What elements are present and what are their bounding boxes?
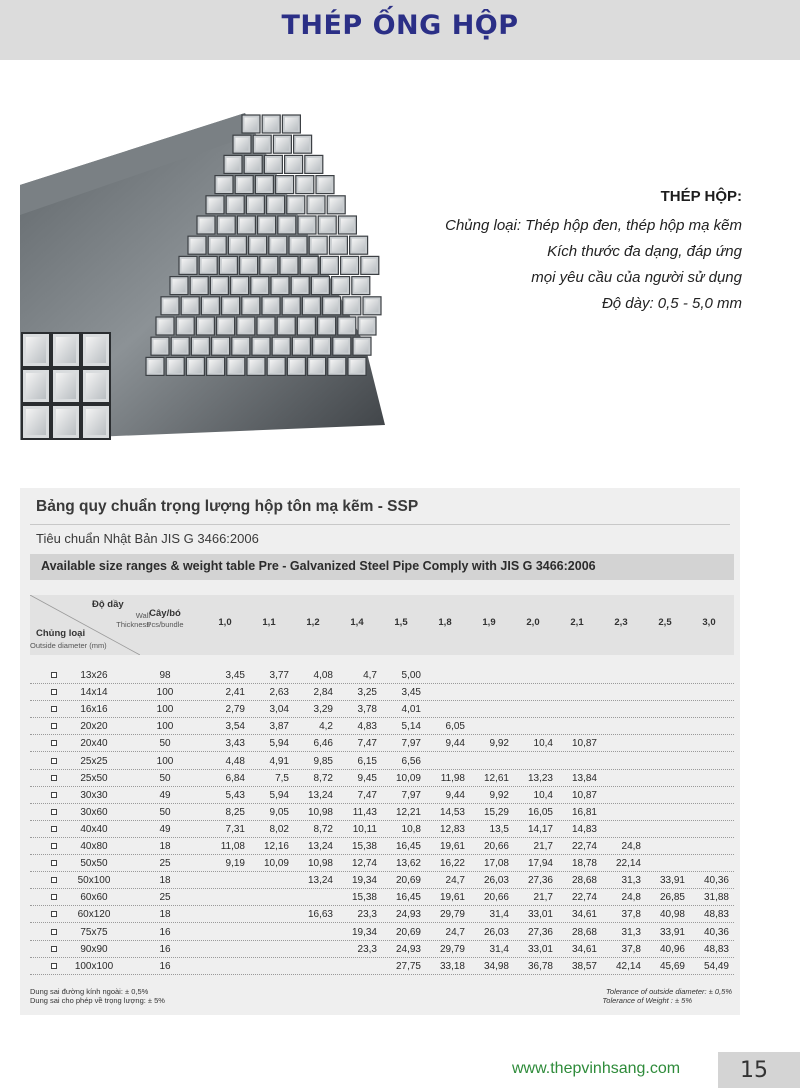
weight-cell: 5,00 bbox=[401, 670, 421, 681]
weight-cell: 10,09 bbox=[263, 858, 289, 870]
weight-cell: 10,87 bbox=[571, 789, 597, 801]
table-row bbox=[30, 855, 734, 872]
weight-cell: 23,3 bbox=[357, 943, 377, 955]
row-marker-icon bbox=[51, 826, 57, 832]
weight-cell: 31,4 bbox=[489, 943, 509, 955]
weight-cell: 40,98 bbox=[659, 909, 685, 921]
table-row bbox=[30, 889, 734, 906]
weight-cell: 6,15 bbox=[357, 755, 377, 767]
header-pcs-vn: Cây/bó bbox=[149, 608, 181, 619]
weight-cell: 7,5 bbox=[275, 772, 289, 784]
weight-cell: 2,41 bbox=[225, 687, 245, 699]
size-cell: 50x50 bbox=[80, 858, 108, 870]
table-row bbox=[30, 958, 734, 975]
weight-cell: 42,14 bbox=[615, 960, 641, 972]
weight-cell: 13,5 bbox=[489, 823, 509, 835]
weight-cell: 6,84 bbox=[225, 772, 245, 784]
pcs-cell: 100 bbox=[156, 687, 174, 699]
size-cell: 50x100 bbox=[77, 875, 111, 887]
row-marker-icon bbox=[51, 963, 57, 969]
header-thickness-vn: Độ dầy bbox=[92, 599, 124, 610]
table-banner bbox=[30, 554, 734, 580]
weight-cell: 3,45 bbox=[401, 687, 421, 699]
tolerance-diameter-vn: Dung sai đường kính ngoài: ± 0,5% bbox=[30, 987, 149, 996]
weight-cell: 34,61 bbox=[571, 943, 597, 955]
weight-cell: 16,22 bbox=[439, 858, 465, 870]
table-row bbox=[30, 838, 734, 855]
pcs-cell: 98 bbox=[159, 670, 171, 681]
table-row bbox=[30, 770, 734, 787]
tolerance-weight-vn: Dung sai cho phép về trọng lượng: ± 5% bbox=[30, 996, 165, 1005]
size-cell: 14x14 bbox=[80, 687, 108, 699]
weight-cell: 33,91 bbox=[659, 875, 685, 887]
weight-cell: 24,93 bbox=[395, 909, 421, 921]
weight-cell: 31,3 bbox=[621, 926, 641, 938]
weight-cell: 38,57 bbox=[571, 960, 597, 972]
size-cell: 30x60 bbox=[80, 806, 108, 818]
weight-cell: 20,66 bbox=[483, 892, 509, 904]
weight-cell: 29,79 bbox=[439, 909, 465, 921]
divider bbox=[30, 524, 730, 525]
weight-cell: 6,46 bbox=[313, 738, 333, 750]
weight-cell: 15,29 bbox=[483, 806, 509, 818]
pcs-cell: 18 bbox=[159, 875, 171, 887]
weight-cell: 13,23 bbox=[527, 772, 553, 784]
pcs-cell: 18 bbox=[159, 909, 171, 921]
weight-cell: 3,04 bbox=[269, 704, 289, 716]
pcs-cell: 50 bbox=[159, 772, 171, 784]
weight-cell: 27,36 bbox=[527, 875, 553, 887]
weight-cell: 3,29 bbox=[313, 704, 333, 716]
weight-cell: 40,36 bbox=[703, 875, 729, 887]
weight-cell: 10,11 bbox=[352, 823, 377, 835]
weight-cell: 26,03 bbox=[483, 875, 509, 887]
row-marker-icon bbox=[51, 946, 57, 952]
pcs-cell: 25 bbox=[159, 892, 171, 904]
weight-cell: 34,98 bbox=[483, 960, 509, 972]
pcs-cell: 16 bbox=[159, 943, 171, 955]
weight-cell: 11,43 bbox=[352, 806, 377, 818]
pcs-cell: 25 bbox=[159, 858, 171, 870]
weight-cell: 7,97 bbox=[401, 789, 421, 801]
pcs-cell: 50 bbox=[159, 738, 171, 750]
steel-pipes-photo bbox=[20, 95, 395, 445]
table-row bbox=[30, 924, 734, 941]
weight-table-card bbox=[20, 488, 740, 1015]
weight-cell: 33,18 bbox=[439, 960, 465, 972]
row-marker-icon bbox=[51, 860, 57, 866]
weight-cell: 16,05 bbox=[527, 806, 553, 818]
weight-cell: 24,93 bbox=[395, 943, 421, 955]
weight-cell: 16,45 bbox=[395, 841, 421, 852]
weight-cell: 33,01 bbox=[527, 943, 553, 955]
weight-cell: 10,98 bbox=[307, 858, 333, 870]
weight-cell: 40,36 bbox=[703, 926, 729, 938]
weight-cell: 6,56 bbox=[401, 755, 421, 767]
weight-cell: 5,43 bbox=[225, 789, 245, 801]
weight-cell: 4,08 bbox=[313, 670, 333, 681]
weight-cell: 3,77 bbox=[269, 670, 289, 681]
weight-cell: 12,21 bbox=[395, 806, 421, 818]
weight-cell: 34,61 bbox=[571, 909, 597, 921]
weight-cell: 12,74 bbox=[351, 858, 377, 870]
table-row bbox=[30, 735, 734, 752]
weight-cell: 4,2 bbox=[319, 721, 333, 733]
size-cell: 60x120 bbox=[77, 909, 111, 921]
weight-cell: 13,24 bbox=[307, 789, 333, 801]
header-thickness-en: Wall Thickness bbox=[116, 611, 150, 629]
product-info-line: Độ dày: 0,5 - 5,0 mm bbox=[601, 295, 742, 312]
weight-cell: 9,92 bbox=[489, 738, 509, 750]
weight-cell: 20,69 bbox=[395, 926, 421, 938]
weight-cell: 54,49 bbox=[703, 960, 729, 972]
pcs-cell: 100 bbox=[156, 704, 174, 716]
row-marker-icon bbox=[51, 843, 57, 849]
weight-cell: 31,88 bbox=[703, 892, 729, 904]
weight-cell: 45,69 bbox=[659, 960, 685, 972]
table-row bbox=[30, 941, 734, 958]
weight-cell: 12,61 bbox=[483, 772, 509, 784]
weight-cell: 3,87 bbox=[269, 721, 289, 733]
weight-cell: 10,98 bbox=[307, 806, 333, 818]
weight-cell: 9,92 bbox=[489, 789, 509, 801]
header-thickness-value: 1,8 bbox=[438, 617, 452, 628]
weight-cell: 37,8 bbox=[621, 909, 641, 921]
header-thickness-value: 2,5 bbox=[658, 617, 672, 628]
header-thickness-value: 1,9 bbox=[482, 617, 496, 628]
product-info bbox=[445, 188, 742, 317]
weight-cell: 33,01 bbox=[527, 909, 553, 921]
weight-cell: 16,45 bbox=[395, 892, 421, 904]
weight-cell: 15,38 bbox=[351, 841, 377, 852]
product-info-title: THÉP HỘP: bbox=[660, 188, 742, 205]
weight-cell: 48,83 bbox=[703, 909, 729, 921]
pcs-cell: 16 bbox=[159, 926, 171, 938]
row-marker-icon bbox=[51, 911, 57, 917]
weight-cell: 23,3 bbox=[357, 909, 377, 921]
website-link[interactable]: www.thepvinhsang.com bbox=[512, 1060, 681, 1077]
header-thickness-value: 1,5 bbox=[394, 617, 408, 628]
weight-cell: 8,25 bbox=[225, 806, 245, 818]
size-cell: 100x100 bbox=[74, 960, 114, 972]
header-thickness-value: 2,0 bbox=[526, 617, 540, 628]
weight-cell: 21,7 bbox=[533, 892, 553, 904]
row-marker-icon bbox=[51, 758, 57, 764]
pcs-cell: 16 bbox=[159, 960, 171, 972]
weight-cell: 7,97 bbox=[401, 738, 421, 750]
row-marker-icon bbox=[51, 723, 57, 729]
table-subtitle: Tiêu chuẩn Nhật Bản JIS G 3466:2006 bbox=[36, 531, 259, 546]
table-row bbox=[30, 684, 734, 701]
tolerance-weight-en: Tolerance of Weight : ± 5% bbox=[602, 996, 692, 1005]
weight-cell: 6,05 bbox=[445, 721, 465, 733]
weight-cell: 26,85 bbox=[659, 892, 685, 904]
weight-cell: 10,4 bbox=[533, 738, 553, 750]
weight-cell: 4,48 bbox=[225, 755, 245, 767]
table-title: Bảng quy chuẩn trọng lượng hộp tôn mạ kẽm - SSP bbox=[36, 498, 419, 515]
weight-cell: 10,4 bbox=[533, 789, 553, 801]
weight-cell: 33,91 bbox=[659, 926, 685, 938]
weight-cell: 13,84 bbox=[571, 772, 597, 784]
weight-cell: 9,85 bbox=[313, 755, 333, 767]
weight-cell: 12,16 bbox=[263, 841, 289, 852]
weight-cell: 9,19 bbox=[225, 858, 245, 870]
weight-cell: 16,63 bbox=[307, 909, 333, 921]
row-marker-icon bbox=[51, 775, 57, 781]
weight-cell: 8,02 bbox=[269, 823, 289, 835]
table-row bbox=[30, 787, 734, 804]
weight-cell: 5,14 bbox=[401, 721, 421, 733]
header-thickness-value: 1,4 bbox=[350, 617, 364, 628]
header-thickness-value: 1,2 bbox=[306, 617, 320, 628]
tolerance-diameter-en: Tolerance of outside diameter: ± 0,5% bbox=[606, 987, 732, 996]
product-info-line: Chủng loại: Thép hộp đen, thép hộp mạ kẽm bbox=[445, 217, 742, 234]
weight-cell: 26,03 bbox=[483, 926, 509, 938]
weight-cell: 14,53 bbox=[439, 806, 465, 818]
weight-cell: 13,62 bbox=[395, 858, 421, 870]
header-thickness-value: 2,1 bbox=[570, 617, 584, 628]
weight-cell: 9,44 bbox=[445, 738, 465, 750]
weight-cell: 18,78 bbox=[571, 858, 597, 870]
weight-cell: 17,08 bbox=[483, 858, 509, 870]
row-marker-icon bbox=[51, 689, 57, 695]
header-thickness-value: 2,3 bbox=[614, 617, 628, 628]
size-cell: 40x40 bbox=[80, 823, 108, 835]
table-banner-text: Available size ranges & weight table Pre - Galvanized Steel Pipe Comply with JIS G 3466:2006 bbox=[41, 559, 596, 573]
weight-cell: 13,24 bbox=[307, 841, 333, 852]
weight-cell: 11,08 bbox=[220, 841, 245, 852]
weight-cell: 36,78 bbox=[527, 960, 553, 972]
row-marker-icon bbox=[51, 877, 57, 883]
weight-cell: 24,7 bbox=[445, 926, 465, 938]
weight-cell: 15,38 bbox=[351, 892, 377, 904]
weight-cell: 17,94 bbox=[527, 858, 553, 870]
weight-cell: 20,69 bbox=[395, 875, 421, 887]
weight-cell: 2,63 bbox=[269, 687, 289, 699]
table-row bbox=[30, 718, 734, 735]
weight-cell: 9,05 bbox=[269, 806, 289, 818]
weight-cell: 13,24 bbox=[307, 875, 333, 887]
weight-cell: 19,34 bbox=[351, 926, 377, 938]
weight-cell: 29,79 bbox=[439, 943, 465, 955]
row-marker-icon bbox=[51, 792, 57, 798]
weight-cell: 37,8 bbox=[621, 943, 641, 955]
header-type-vn: Chủng loại bbox=[36, 628, 86, 639]
weight-cell: 4,01 bbox=[401, 704, 421, 716]
header-thickness-value: 3,0 bbox=[702, 617, 716, 628]
weight-cell: 3,45 bbox=[225, 670, 245, 681]
weight-cell: 21,7 bbox=[533, 841, 553, 852]
weight-cell: 40,96 bbox=[659, 943, 685, 955]
weight-cell: 10,87 bbox=[571, 738, 597, 750]
weight-cell: 3,25 bbox=[357, 687, 377, 699]
table-row bbox=[30, 753, 734, 770]
weight-cell: 16,81 bbox=[571, 806, 597, 818]
product-info-line: Kích thước đa dạng, đáp ứng bbox=[547, 243, 742, 260]
weight-cell: 10,09 bbox=[395, 772, 421, 784]
size-cell: 90x90 bbox=[80, 943, 108, 955]
page-number: 15 bbox=[740, 1058, 768, 1083]
row-marker-icon bbox=[51, 894, 57, 900]
weight-cell: 12,83 bbox=[439, 823, 465, 835]
table-row bbox=[30, 701, 734, 718]
weight-cell: 2,79 bbox=[225, 704, 245, 716]
table-row bbox=[30, 872, 734, 889]
size-cell: 40x80 bbox=[80, 841, 108, 852]
weight-cell: 4,7 bbox=[363, 670, 377, 681]
row-marker-icon bbox=[51, 929, 57, 935]
weight-cell: 14,83 bbox=[571, 823, 597, 835]
weight-cell: 24,8 bbox=[621, 892, 641, 904]
size-cell: 25x25 bbox=[80, 755, 108, 767]
weight-cell: 27,36 bbox=[527, 926, 553, 938]
weight-cell: 7,47 bbox=[357, 738, 377, 750]
table-row bbox=[30, 906, 734, 923]
size-cell: 20x20 bbox=[80, 721, 108, 733]
weight-cell: 3,78 bbox=[357, 704, 377, 716]
pcs-cell: 100 bbox=[156, 755, 174, 767]
table-row bbox=[30, 821, 734, 838]
size-cell: 13x26 bbox=[80, 670, 108, 681]
pcs-cell: 50 bbox=[159, 806, 171, 818]
page-title: THÉP ỐNG HỘP bbox=[281, 10, 519, 41]
table-row bbox=[30, 804, 734, 821]
weight-cell: 28,68 bbox=[571, 926, 597, 938]
weight-cell: 3,43 bbox=[225, 738, 245, 750]
weight-cell: 8,72 bbox=[313, 772, 333, 784]
weight-cell: 10,8 bbox=[401, 823, 421, 835]
weight-cell: 22,14 bbox=[615, 858, 641, 870]
weight-cell: 2,84 bbox=[313, 687, 333, 699]
weight-cell: 3,54 bbox=[225, 721, 245, 733]
weight-cell: 14,17 bbox=[527, 823, 553, 835]
weight-cell: 5,94 bbox=[269, 738, 289, 750]
weight-cell: 7,47 bbox=[357, 789, 377, 801]
weight-cell: 4,91 bbox=[269, 755, 289, 767]
weight-cell: 20,66 bbox=[483, 841, 509, 852]
header-pcs-en: Pcs/bundle bbox=[146, 620, 184, 629]
weight-cell: 4,83 bbox=[357, 721, 377, 733]
weight-cell: 19,34 bbox=[351, 875, 377, 887]
row-marker-icon bbox=[51, 672, 57, 678]
weight-cell: 19,61 bbox=[439, 892, 465, 904]
size-cell: 16x16 bbox=[80, 704, 108, 716]
row-marker-icon bbox=[51, 706, 57, 712]
weight-cell: 27,75 bbox=[395, 960, 421, 972]
pcs-cell: 18 bbox=[159, 841, 171, 852]
pcs-cell: 100 bbox=[156, 721, 174, 733]
weight-cell: 22,74 bbox=[571, 841, 597, 852]
header-type-en: Outside diameter (mm) bbox=[30, 641, 107, 650]
size-cell: 25x50 bbox=[80, 772, 108, 784]
weight-cell: 48,83 bbox=[703, 943, 729, 955]
header-thickness-value: 1,0 bbox=[218, 617, 232, 628]
size-cell: 30x30 bbox=[80, 789, 108, 801]
weight-cell: 19,61 bbox=[439, 841, 465, 852]
row-marker-icon bbox=[51, 740, 57, 746]
weight-cell: 24,8 bbox=[621, 841, 641, 852]
size-cell: 60x60 bbox=[80, 892, 108, 904]
size-cell: 20x40 bbox=[80, 738, 108, 750]
weight-cell: 5,94 bbox=[269, 789, 289, 801]
weight-cell: 24,7 bbox=[445, 875, 465, 887]
header-thickness-value: 1,1 bbox=[262, 617, 276, 628]
weight-cell: 8,72 bbox=[313, 823, 333, 835]
row-marker-icon bbox=[51, 809, 57, 815]
pcs-cell: 49 bbox=[159, 789, 171, 801]
product-info-line: mọi yêu cầu của người sử dụng bbox=[531, 269, 742, 286]
weight-cell: 7,31 bbox=[225, 823, 245, 835]
weight-cell: 28,68 bbox=[571, 875, 597, 887]
pcs-cell: 49 bbox=[159, 823, 171, 835]
weight-cell: 11,98 bbox=[440, 772, 465, 784]
weight-cell: 9,45 bbox=[357, 772, 377, 784]
weight-cell: 31,3 bbox=[621, 875, 641, 887]
weight-cell: 9,44 bbox=[445, 789, 465, 801]
weight-cell: 22,74 bbox=[571, 892, 597, 904]
table-row bbox=[30, 667, 734, 684]
size-cell: 75x75 bbox=[80, 926, 108, 938]
weight-cell: 31,4 bbox=[489, 909, 509, 921]
table-header bbox=[30, 595, 734, 655]
